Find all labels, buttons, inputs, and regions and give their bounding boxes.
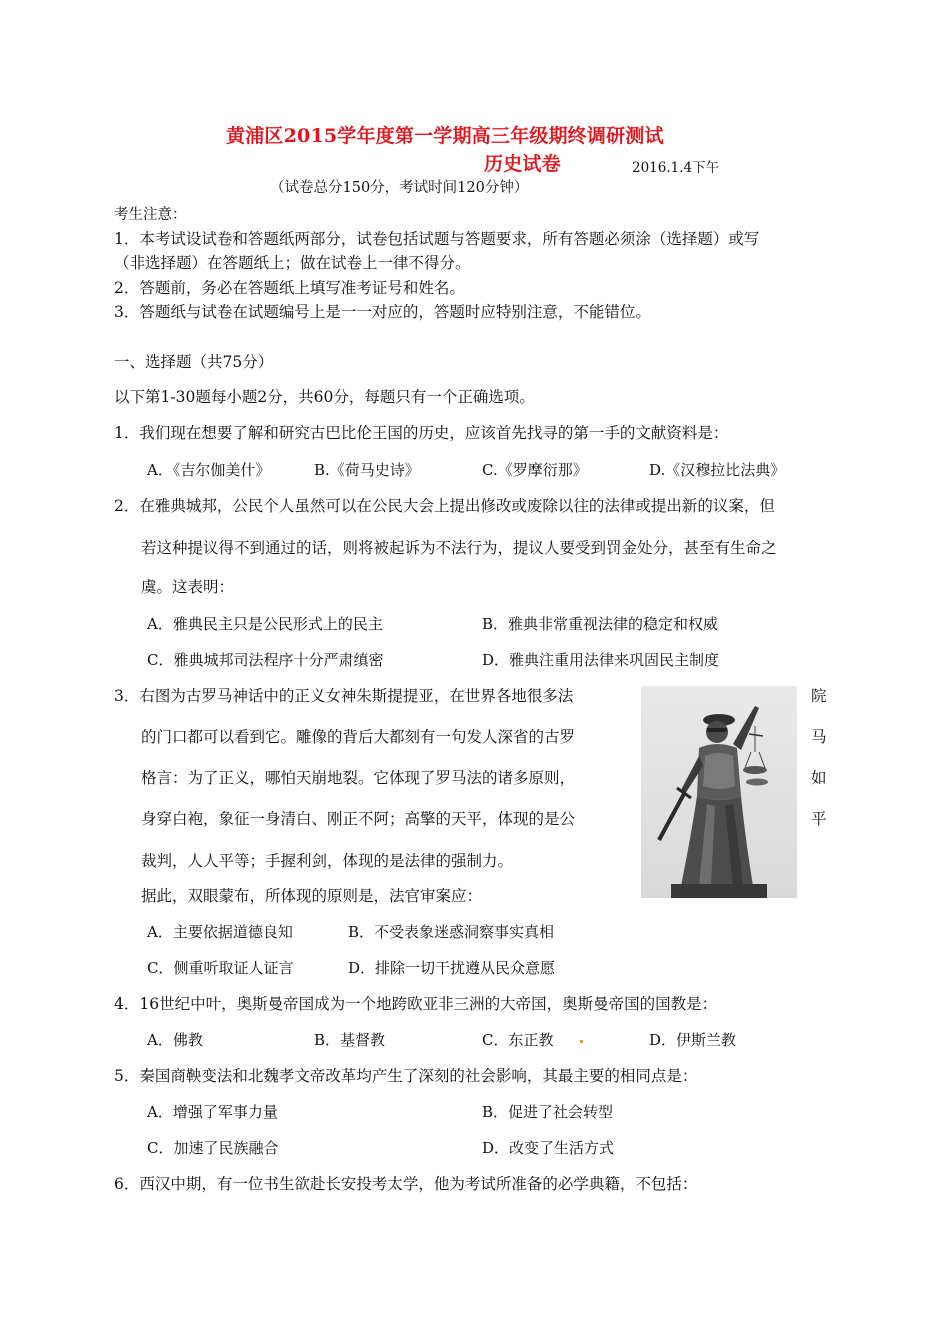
question-4-stem: 4．16世纪中叶，奥斯曼帝国成为一个地跨欧亚非三洲的大帝国，奥斯曼帝国的国教是： — [114, 995, 718, 1013]
question-1-option-a: A．《吉尔伽美什》 — [147, 461, 271, 479]
question-3-line2: 的门口都可以看到它。雕像的背后大都刻有一句发人深省的古罗 — [141, 728, 576, 746]
notice-item-1-line2: （非选择题）在答题纸上；做在试卷上一律不得分。 — [114, 254, 471, 272]
question-3-line4-end: 平 — [811, 810, 827, 828]
question-3-option-a: A．主要依据道德良知 — [147, 923, 293, 941]
question-4-option-c: C．东正教 — [482, 1031, 554, 1049]
question-5-option-c: C．加速了民族融合 — [147, 1139, 279, 1157]
question-3-line1: 3．右图为古罗马神话中的正义女神朱斯提提亚，在世界各地很多法 — [114, 687, 574, 705]
question-3-line6: 据此，双眼蒙布，所体现的原则是，法官审案应： — [141, 887, 483, 905]
question-2-line1: 2．在雅典城邦，公民个人虽然可以在公民大会上提出修改或废除以往的法律或提出新的议案，但 — [114, 497, 775, 515]
question-2-line3: 虞。这表明： — [141, 578, 235, 596]
question-2-line2: 若这种提议得不到通过的话，则将被起诉为不法行为，提议人要受到罚金处分，甚至有生命之 — [141, 539, 777, 557]
question-2-option-c: C．雅典城邦司法程序十分严肃缜密 — [147, 651, 384, 669]
section-heading: 一、选择题（共75分） — [114, 353, 274, 371]
question-3-line3-end: 如 — [811, 769, 827, 787]
question-1-stem: 1．我们现在想要了解和研究古巴比伦王国的历史，应该首先找寻的第一手的文献资料是： — [114, 424, 729, 442]
notice-heading: 考生注意： — [114, 207, 187, 223]
question-3-line4: 身穿白袍，象征一身清白、刚正不阿；高擎的天平，体现的是公 — [141, 810, 576, 828]
question-2-option-b: B．雅典非常重视法律的稳定和权威 — [482, 615, 719, 633]
exam-title-line1: 黄浦区2015学年度第一学期高三年级期终调研测试 — [226, 125, 664, 147]
question-6-stem: 6．西汉中期，有一位书生欲赴长安投考太学，他为考试所准备的必学典籍，不包括： — [114, 1175, 698, 1193]
question-5-option-d: D．改变了生活方式 — [482, 1139, 615, 1157]
section-instruction: 以下第1-30题每小题2分，共60分，每题只有一个正确选项。 — [114, 388, 535, 406]
question-4-option-b: B．基督教 — [314, 1031, 386, 1049]
exam-subtitle: （试卷总分150分，考试时间120分钟） — [270, 180, 529, 196]
notice-item-2: 2．答题前，务必在答题纸上填写准考证号和姓名。 — [114, 279, 465, 297]
exam-date: 2016.1.4下午 — [632, 160, 720, 176]
notice-item-1-line1: 1．本考试设试卷和答题纸两部分，试卷包括试题与答题要求，所有答题必须涂（选择题）或写 — [114, 230, 760, 248]
question-1-option-d: D.《汉穆拉比法典》 — [649, 461, 786, 479]
question-5-option-b: B．促进了社会转型 — [482, 1103, 614, 1121]
question-1-option-b: B.《荷马史诗》 — [314, 461, 420, 479]
question-5-stem: 5．秦国商鞅变法和北魏孝文帝改革均产生了深刻的社会影响，其最主要的相同点是： — [114, 1067, 698, 1085]
question-3-line1-end: 院 — [811, 687, 827, 705]
stray-mark — [580, 1040, 583, 1043]
question-3-line5: 裁判，人人平等；手握利剑，体现的是法律的强制力。 — [141, 852, 514, 870]
justitia-statue-image — [641, 686, 797, 898]
question-3-option-d: D．排除一切干扰遵从民众意愿 — [348, 959, 556, 977]
question-3-line2-end: 马 — [811, 728, 827, 746]
question-3-option-b: B．不受表象迷惑洞察事实真相 — [348, 923, 555, 941]
question-2-option-d: D．雅典注重用法律来巩固民主制度 — [482, 651, 720, 669]
question-4-option-a: A．佛教 — [147, 1031, 203, 1049]
exam-title-line2: 历史试卷 — [484, 153, 561, 175]
notice-item-3: 3．答题纸与试卷在试题编号上是一一对应的，答题时应特别注意，不能错位。 — [114, 303, 651, 321]
question-3-line3: 格言：为了正义，哪怕天崩地裂。它体现了罗马法的诸多原则， — [141, 769, 576, 787]
question-4-option-d: D．伊斯兰教 — [649, 1031, 737, 1049]
question-3-option-c: C．侧重听取证人证言 — [147, 959, 294, 977]
question-1-option-c: C.《罗摩衍那》 — [482, 461, 588, 479]
question-5-option-a: A．增强了军事力量 — [147, 1103, 278, 1121]
question-2-option-a: A．雅典民主只是公民形式上的民主 — [147, 615, 383, 633]
